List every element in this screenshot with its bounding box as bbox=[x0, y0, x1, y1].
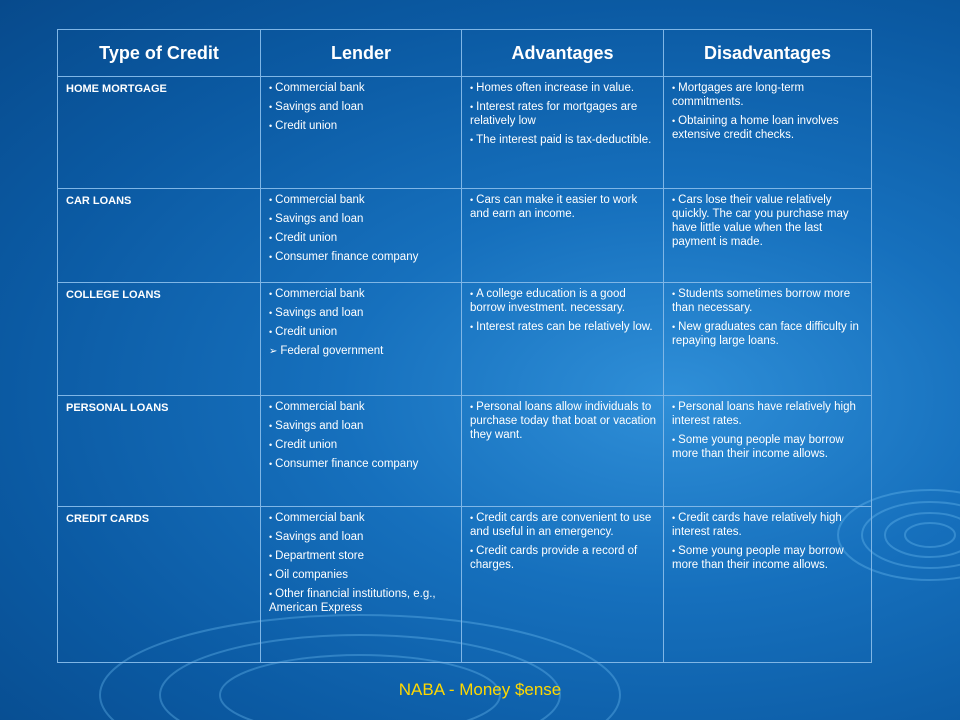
disadvantages-cell bbox=[664, 77, 872, 189]
list-item: • Credit cards are convenient to use and useful in an emergency. bbox=[470, 512, 652, 538]
table-row bbox=[58, 283, 872, 396]
list-item: • Commercial bank bbox=[269, 82, 365, 94]
list-item: • Personal loans have relatively high interest rates. bbox=[672, 401, 856, 427]
list-item: • Credit cards have relatively high interest rates. bbox=[672, 512, 842, 538]
list-item: • Cars can make it easier to work and earn an income. bbox=[470, 194, 638, 220]
credit-type-cell: CREDIT CARDS bbox=[58, 507, 261, 663]
list-item: • Oil companies bbox=[269, 569, 349, 581]
credit-type-cell: HOME MORTGAGE bbox=[58, 77, 261, 189]
disadvantages-cell bbox=[664, 283, 872, 396]
lender-cell bbox=[261, 77, 462, 189]
list-item: • Commercial bank bbox=[269, 288, 365, 300]
header-disadvantages: Disadvantages bbox=[664, 30, 872, 77]
credit-type-cell: CAR LOANS bbox=[58, 189, 261, 283]
credit-comparison-table bbox=[57, 29, 872, 663]
list-item: • Commercial bank bbox=[269, 512, 365, 524]
header-type-of-credit: Type of Credit bbox=[58, 30, 261, 77]
list-item: • Interest rates can be relatively low. bbox=[470, 321, 653, 333]
table-row bbox=[58, 189, 872, 283]
list-item: • Commercial bank bbox=[269, 401, 365, 413]
header-lender: Lender bbox=[261, 30, 462, 77]
advantages-cell bbox=[462, 189, 664, 283]
table-row bbox=[58, 77, 872, 189]
list-item: • Cars lose their value relatively quickly. The car you purchase may have little value when the last payment is made. bbox=[672, 194, 849, 248]
list-item: • A college education is a good borrow investment. necessary. bbox=[470, 288, 626, 314]
list-item: • Savings and loan bbox=[269, 531, 364, 543]
list-item: • Some young people may borrow more than their income allows. bbox=[672, 434, 844, 460]
lender-cell bbox=[261, 283, 462, 396]
list-item: • Other financial institutions, e.g., American Express bbox=[269, 588, 436, 614]
list-item: • Savings and loan bbox=[269, 307, 364, 319]
table-header-row bbox=[58, 30, 872, 77]
lender-cell bbox=[261, 189, 462, 283]
list-item: • Commercial bank bbox=[269, 194, 365, 206]
list-item: • Credit union bbox=[269, 120, 338, 132]
credit-type-cell: COLLEGE LOANS bbox=[58, 283, 261, 396]
list-item: • Consumer finance company bbox=[269, 251, 419, 263]
table-row bbox=[58, 507, 872, 663]
disadvantages-cell bbox=[664, 396, 872, 507]
list-item: • Some young people may borrow more than their income allows. bbox=[672, 545, 844, 571]
list-item: • Credit cards provide a record of charges. bbox=[470, 545, 638, 571]
disadvantages-cell bbox=[664, 507, 872, 663]
list-item: • Interest rates for mortgages are relatively low bbox=[470, 101, 638, 127]
list-item: ➢ Federal government bbox=[269, 345, 384, 357]
list-item: • Department store bbox=[269, 550, 365, 562]
list-item: • Savings and loan bbox=[269, 213, 364, 225]
lender-cell bbox=[261, 507, 462, 663]
advantages-cell bbox=[462, 283, 664, 396]
list-item: • Mortgages are long-term commitments. bbox=[672, 82, 805, 108]
list-item: • Credit union bbox=[269, 439, 338, 451]
table-row bbox=[58, 396, 872, 507]
list-item: • Consumer finance company bbox=[269, 458, 419, 470]
header-advantages: Advantages bbox=[462, 30, 664, 77]
advantages-cell bbox=[462, 77, 664, 189]
lender-cell bbox=[261, 396, 462, 507]
list-item: • Homes often increase in value. bbox=[470, 82, 635, 94]
list-item: • Savings and loan bbox=[269, 101, 364, 113]
list-item: • Credit union bbox=[269, 232, 338, 244]
disadvantages-cell bbox=[664, 189, 872, 283]
list-item: • Personal loans allow individuals to purchase today that boat or vacation they want. bbox=[470, 401, 657, 441]
advantages-cell bbox=[462, 507, 664, 663]
credit-type-cell: PERSONAL LOANS bbox=[58, 396, 261, 507]
list-item: • Credit union bbox=[269, 326, 338, 338]
list-item: • The interest paid is tax-deductible. bbox=[470, 134, 652, 146]
advantages-cell bbox=[462, 396, 664, 507]
list-item: • New graduates can face difficulty in repaying large loans. bbox=[672, 321, 859, 347]
footer-text: NABA - Money $ense bbox=[398, 680, 562, 699]
list-item: • Obtaining a home loan involves extensive credit checks. bbox=[672, 115, 839, 141]
list-item: • Savings and loan bbox=[269, 420, 364, 432]
list-item: • Students sometimes borrow more than necessary. bbox=[672, 288, 851, 314]
